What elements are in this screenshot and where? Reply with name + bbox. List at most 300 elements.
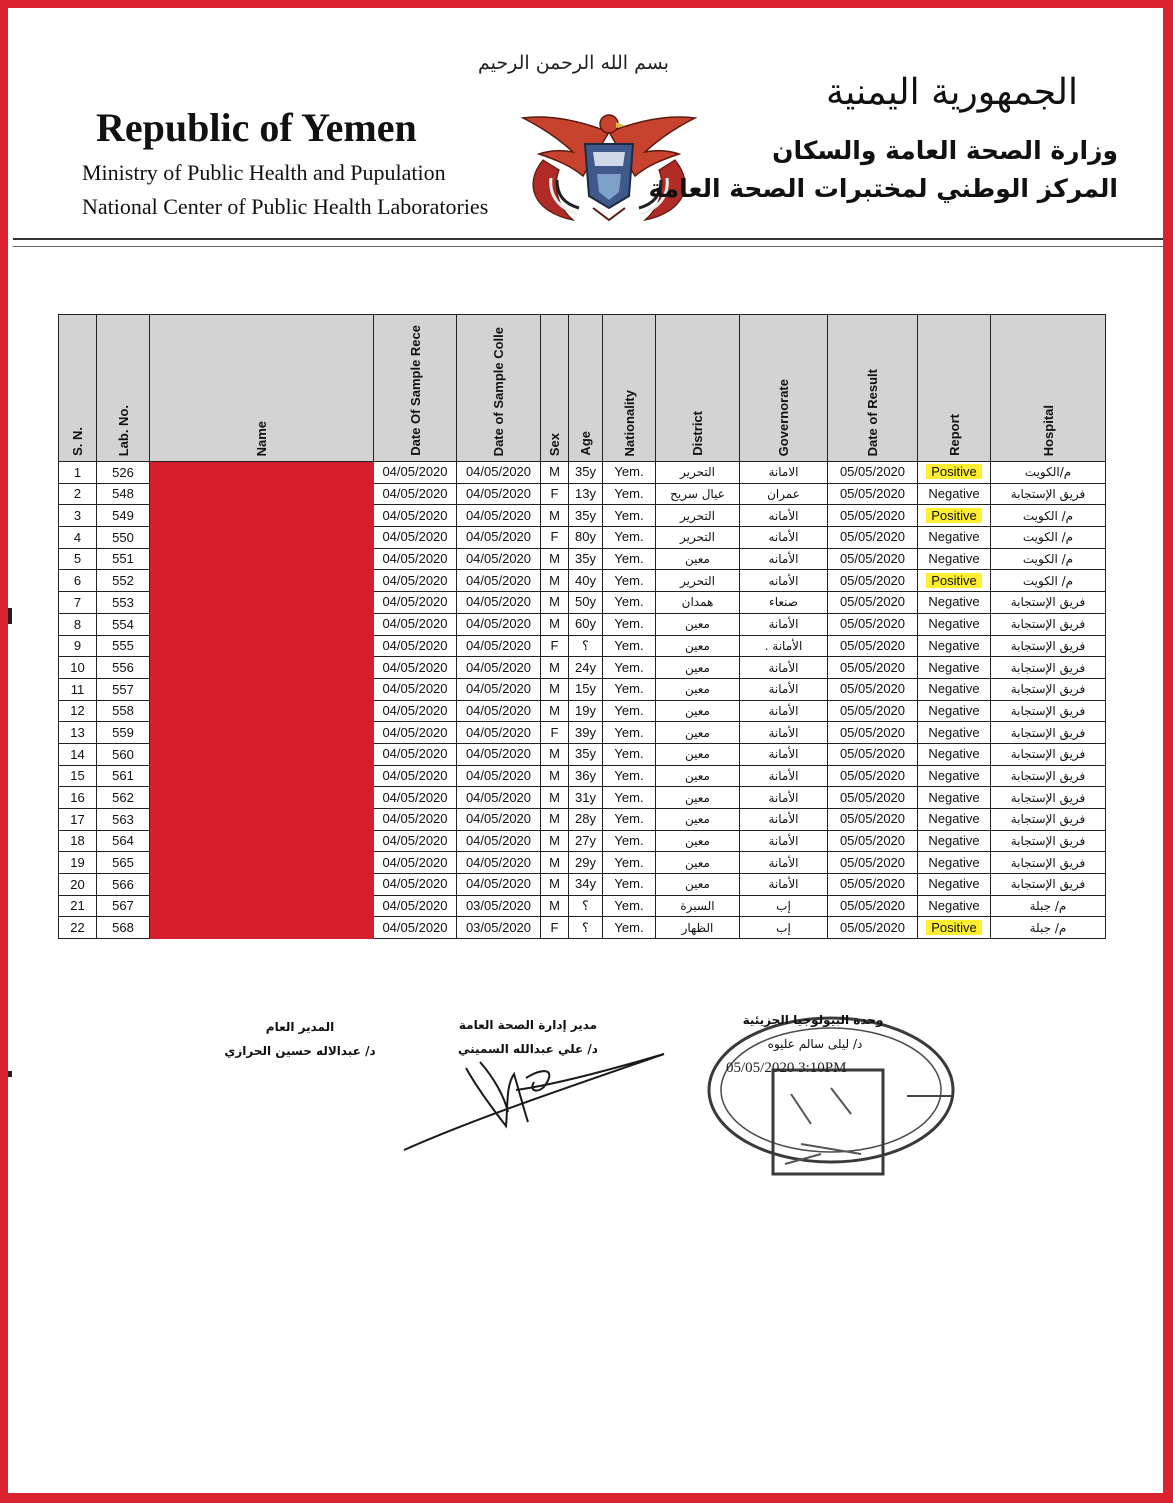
cell-governorate: الأمانة — [740, 613, 828, 635]
cell-lab-no: 565 — [97, 852, 150, 874]
cell-governorate: الأمانه — [740, 527, 828, 549]
cell-date-received: 04/05/2020 — [374, 613, 457, 635]
table-header-row — [59, 315, 1106, 462]
cell-governorate: عمران — [740, 483, 828, 505]
table-row — [59, 874, 1106, 896]
cell-date-received: 04/05/2020 — [374, 722, 457, 744]
cell-lab-no: 556 — [97, 657, 150, 679]
cell-age: 28y — [569, 809, 603, 831]
cell-district: معين — [656, 657, 740, 679]
cell-date-collected: 04/05/2020 — [457, 678, 541, 700]
header-country-ar: الجمهورية اليمنية — [825, 72, 1078, 113]
cell-date-result: 05/05/2020 — [828, 895, 918, 917]
table-row — [59, 592, 1106, 614]
col-header-sn: S. N. — [59, 315, 97, 462]
cell-date-result: 05/05/2020 — [828, 592, 918, 614]
cell-nationality: Yem. — [603, 874, 656, 896]
cell-name-redacted — [150, 570, 374, 592]
cell-sn: 20 — [59, 874, 97, 896]
header-divider-thin — [13, 246, 1163, 247]
cell-report — [918, 917, 991, 939]
cell-date-result: 05/05/2020 — [828, 743, 918, 765]
cell-hospital: فريق الإستجابة — [991, 592, 1106, 614]
table-row — [59, 483, 1106, 505]
cell-sex: M — [541, 765, 569, 787]
table-row — [59, 917, 1106, 939]
cell-date-collected: 04/05/2020 — [457, 657, 541, 679]
cell-lab-no: 553 — [97, 592, 150, 614]
cell-hospital: م/ الكويت — [991, 527, 1106, 549]
cell-date-result: 05/05/2020 — [828, 505, 918, 527]
col-header-report: Report — [918, 315, 991, 462]
cell-district: معين — [656, 852, 740, 874]
cell-sn: 15 — [59, 765, 97, 787]
cell-name-redacted — [150, 852, 374, 874]
cell-governorate: صنعاء — [740, 592, 828, 614]
cell-report — [918, 830, 991, 852]
cell-report — [918, 592, 991, 614]
cell-lab-no: 567 — [97, 895, 150, 917]
cell-hospital: فريق الإستجابة — [991, 743, 1106, 765]
cell-nationality: Yem. — [603, 852, 656, 874]
cell-report — [918, 678, 991, 700]
cell-age: 15y — [569, 678, 603, 700]
cell-district: معين — [656, 548, 740, 570]
report-status: Negative — [928, 811, 980, 827]
cell-district: معين — [656, 635, 740, 657]
lab-report-page — [8, 8, 1163, 1493]
cell-lab-no: 560 — [97, 743, 150, 765]
cell-report — [918, 635, 991, 657]
cell-governorate: الأمانة — [740, 743, 828, 765]
cell-date-collected: 04/05/2020 — [457, 570, 541, 592]
report-status: Negative — [928, 681, 980, 697]
cell-sn: 11 — [59, 678, 97, 700]
report-status: Negative — [928, 594, 980, 610]
cell-governorate: الأمانة — [740, 678, 828, 700]
cell-nationality: Yem. — [603, 462, 656, 484]
cell-date-result: 05/05/2020 — [828, 462, 918, 484]
cell-report — [918, 505, 991, 527]
cell-nationality: Yem. — [603, 787, 656, 809]
cell-age: 35y — [569, 548, 603, 570]
cell-date-received: 04/05/2020 — [374, 917, 457, 939]
cell-nationality: Yem. — [603, 809, 656, 831]
cell-date-result: 05/05/2020 — [828, 874, 918, 896]
cell-name-redacted — [150, 592, 374, 614]
cell-nationality: Yem. — [603, 917, 656, 939]
cell-date-received: 04/05/2020 — [374, 462, 457, 484]
col-header-date-received: Date Of Sample Rece — [374, 315, 457, 462]
handwritten-signature-icon — [396, 1038, 676, 1158]
cell-sn: 18 — [59, 830, 97, 852]
cell-report — [918, 613, 991, 635]
cell-date-collected: 04/05/2020 — [457, 809, 541, 831]
cell-governorate: الأمانة . — [740, 635, 828, 657]
cell-sex: M — [541, 678, 569, 700]
table-row — [59, 613, 1106, 635]
cell-age: 35y — [569, 743, 603, 765]
cell-name-redacted — [150, 462, 374, 484]
cell-lab-no: 551 — [97, 548, 150, 570]
cell-sn: 8 — [59, 613, 97, 635]
cell-date-received: 04/05/2020 — [374, 635, 457, 657]
cell-date-result: 05/05/2020 — [828, 657, 918, 679]
cell-lab-no: 568 — [97, 917, 150, 939]
cell-nationality: Yem. — [603, 635, 656, 657]
cell-name-redacted — [150, 874, 374, 896]
cell-age: 35y — [569, 505, 603, 527]
cell-sn: 9 — [59, 635, 97, 657]
cell-district: معين — [656, 765, 740, 787]
cell-lab-no: 549 — [97, 505, 150, 527]
cell-date-collected: 03/05/2020 — [457, 895, 541, 917]
cell-date-received: 04/05/2020 — [374, 678, 457, 700]
cell-age: 39y — [569, 722, 603, 744]
col-header-governorate: Governorate — [740, 315, 828, 462]
cell-date-collected: 04/05/2020 — [457, 613, 541, 635]
cell-nationality: Yem. — [603, 895, 656, 917]
cell-district: التحرير — [656, 462, 740, 484]
cell-sex: F — [541, 917, 569, 939]
report-status: Negative — [928, 702, 980, 718]
cell-date-result: 05/05/2020 — [828, 809, 918, 831]
cell-nationality: Yem. — [603, 592, 656, 614]
cell-report — [918, 722, 991, 744]
cell-report — [918, 809, 991, 831]
cell-date-collected: 04/05/2020 — [457, 548, 541, 570]
cell-hospital: فريق الإستجابة — [991, 809, 1106, 831]
cell-sex: M — [541, 548, 569, 570]
cell-age: 35y — [569, 462, 603, 484]
col-header-date-collected: Date of Sample Colle — [457, 315, 541, 462]
cell-report — [918, 657, 991, 679]
cell-date-collected: 04/05/2020 — [457, 462, 541, 484]
report-status: Negative — [928, 486, 980, 502]
cell-age: ؟ — [569, 895, 603, 917]
cell-governorate: الأمانة — [740, 852, 828, 874]
cell-date-result: 05/05/2020 — [828, 548, 918, 570]
col-header-hospital: Hospital — [991, 315, 1106, 462]
cell-hospital: م/ الكويت — [991, 570, 1106, 592]
cell-name-redacted — [150, 743, 374, 765]
cell-district: التحرير — [656, 527, 740, 549]
cell-governorate: الأمانة — [740, 809, 828, 831]
cell-lab-no: 561 — [97, 765, 150, 787]
cell-lab-no: 558 — [97, 700, 150, 722]
cell-district: معين — [656, 678, 740, 700]
cell-nationality: Yem. — [603, 505, 656, 527]
report-status: Negative — [928, 854, 980, 870]
cell-sex: M — [541, 809, 569, 831]
cell-sn: 21 — [59, 895, 97, 917]
cell-date-result: 05/05/2020 — [828, 917, 918, 939]
cell-nationality: Yem. — [603, 548, 656, 570]
cell-report — [918, 700, 991, 722]
cell-date-result: 05/05/2020 — [828, 483, 918, 505]
cell-hospital: م/ الكويت — [991, 548, 1106, 570]
cell-date-collected: 04/05/2020 — [457, 722, 541, 744]
cell-date-result: 05/05/2020 — [828, 678, 918, 700]
cell-hospital: م/ جبلة — [991, 895, 1106, 917]
cell-sn: 22 — [59, 917, 97, 939]
cell-hospital: فريق الإستجابة — [991, 765, 1106, 787]
cell-district: معين — [656, 830, 740, 852]
cell-nationality: Yem. — [603, 570, 656, 592]
table-row — [59, 462, 1106, 484]
cell-sn: 1 — [59, 462, 97, 484]
col-header-age: Age — [569, 315, 603, 462]
cell-date-received: 04/05/2020 — [374, 743, 457, 765]
cell-sn: 17 — [59, 809, 97, 831]
cell-sn: 6 — [59, 570, 97, 592]
header-center-ar: المركز الوطني لمختبرات الصحة العامة — [648, 174, 1118, 203]
cell-name-redacted — [150, 895, 374, 917]
cell-name-redacted — [150, 613, 374, 635]
cell-nationality: Yem. — [603, 700, 656, 722]
cell-date-received: 04/05/2020 — [374, 830, 457, 852]
cell-governorate: إب — [740, 895, 828, 917]
cell-sn: 7 — [59, 592, 97, 614]
cell-hospital: فريق الإستجابة — [991, 700, 1106, 722]
cell-name-redacted — [150, 700, 374, 722]
cell-sex: M — [541, 657, 569, 679]
cell-district: معين — [656, 787, 740, 809]
cell-name-redacted — [150, 830, 374, 852]
table-row — [59, 635, 1106, 657]
cell-name-redacted — [150, 505, 374, 527]
col-header-date-result: Date of Result — [828, 315, 918, 462]
report-status: Negative — [928, 833, 980, 849]
cell-date-result: 05/05/2020 — [828, 722, 918, 744]
report-status: Positive — [926, 464, 982, 479]
cell-date-result: 05/05/2020 — [828, 570, 918, 592]
report-status: Positive — [926, 573, 982, 588]
cell-sn: 12 — [59, 700, 97, 722]
cell-district: عيال سريح — [656, 483, 740, 505]
cell-date-received: 04/05/2020 — [374, 548, 457, 570]
cell-district: معين — [656, 722, 740, 744]
cell-name-redacted — [150, 548, 374, 570]
cell-sex: M — [541, 895, 569, 917]
cell-lab-no: 548 — [97, 483, 150, 505]
cell-date-received: 04/05/2020 — [374, 505, 457, 527]
cell-date-received: 04/05/2020 — [374, 527, 457, 549]
header-center-en: National Center of Public Health Laboratories — [82, 194, 489, 219]
col-header-lab-no: Lab. No. — [97, 315, 150, 462]
cell-sn: 13 — [59, 722, 97, 744]
cell-age: ؟ — [569, 635, 603, 657]
col-header-sex: Sex — [541, 315, 569, 462]
cell-report — [918, 570, 991, 592]
cell-age: 27y — [569, 830, 603, 852]
header-divider — [13, 238, 1163, 240]
cell-sn: 3 — [59, 505, 97, 527]
cell-sex: F — [541, 722, 569, 744]
cell-district: السبرة — [656, 895, 740, 917]
cell-hospital: فريق الإستجابة — [991, 874, 1106, 896]
cell-governorate: الأمانه — [740, 505, 828, 527]
table-row — [59, 700, 1106, 722]
cell-name-redacted — [150, 917, 374, 939]
cell-name-redacted — [150, 657, 374, 679]
report-status: Negative — [928, 789, 980, 805]
cell-date-collected: 04/05/2020 — [457, 743, 541, 765]
cell-date-result: 05/05/2020 — [828, 830, 918, 852]
signature-left-name: د/ عبدالاله حسين الحرازي — [224, 1044, 376, 1058]
basmala-calligraphy: بسم الله الرحمن الرحيم — [478, 52, 669, 74]
cell-hospital: فريق الإستجابة — [991, 787, 1106, 809]
cell-district: معين — [656, 809, 740, 831]
cell-name-redacted — [150, 678, 374, 700]
cell-lab-no: 557 — [97, 678, 150, 700]
stamp-timestamp: 05/05/2020 3:10PM — [726, 1060, 847, 1076]
cell-district: الظهار — [656, 917, 740, 939]
table-row — [59, 570, 1106, 592]
cell-name-redacted — [150, 483, 374, 505]
cell-lab-no: 555 — [97, 635, 150, 657]
header-ministry-ar: وزارة الصحة العامة والسكان — [772, 136, 1118, 165]
cell-sex: M — [541, 830, 569, 852]
cell-age: 31y — [569, 787, 603, 809]
cell-hospital: م/ جبلة — [991, 917, 1106, 939]
yemen-eagle-emblem-icon — [513, 104, 705, 226]
report-status: Negative — [928, 746, 980, 762]
cell-name-redacted — [150, 809, 374, 831]
cell-date-result: 05/05/2020 — [828, 613, 918, 635]
cell-report — [918, 895, 991, 917]
cell-age: 19y — [569, 700, 603, 722]
cell-date-received: 04/05/2020 — [374, 765, 457, 787]
cell-nationality: Yem. — [603, 527, 656, 549]
cell-report — [918, 852, 991, 874]
cell-governorate: الأمانة — [740, 722, 828, 744]
table-row — [59, 678, 1106, 700]
report-status: Negative — [928, 529, 980, 545]
cell-report — [918, 527, 991, 549]
cell-nationality: Yem. — [603, 613, 656, 635]
cell-name-redacted — [150, 722, 374, 744]
table-row — [59, 548, 1106, 570]
report-status: Negative — [928, 616, 980, 632]
cell-age: 29y — [569, 852, 603, 874]
cell-name-redacted — [150, 635, 374, 657]
cell-date-received: 04/05/2020 — [374, 483, 457, 505]
cell-district: معين — [656, 613, 740, 635]
signature-middle-name: د/ علي عبدالله السميني — [458, 1042, 598, 1056]
cell-date-result: 05/05/2020 — [828, 527, 918, 549]
cell-age: ؟ — [569, 917, 603, 939]
cell-sex: M — [541, 613, 569, 635]
cell-date-collected: 04/05/2020 — [457, 874, 541, 896]
signature-middle-title: مدير إدارة الصحة العامة — [458, 1018, 598, 1032]
cell-date-result: 05/05/2020 — [828, 765, 918, 787]
table-row — [59, 743, 1106, 765]
cell-nationality: Yem. — [603, 657, 656, 679]
cell-hospital: فريق الإستجابة — [991, 722, 1106, 744]
cell-hospital: م/الكويت — [991, 462, 1106, 484]
cell-district: معين — [656, 743, 740, 765]
report-status: Negative — [928, 724, 980, 740]
table-row — [59, 527, 1106, 549]
table-row — [59, 895, 1106, 917]
cell-nationality: Yem. — [603, 483, 656, 505]
report-status: Positive — [926, 920, 982, 935]
cell-sex: M — [541, 787, 569, 809]
cell-report — [918, 743, 991, 765]
table-row — [59, 505, 1106, 527]
cell-lab-no: 559 — [97, 722, 150, 744]
cell-date-collected: 03/05/2020 — [457, 917, 541, 939]
cell-lab-no: 554 — [97, 613, 150, 635]
report-status: Positive — [926, 508, 982, 523]
cell-governorate: الأمانة — [740, 657, 828, 679]
cell-governorate: الأمانة — [740, 765, 828, 787]
cell-report — [918, 787, 991, 809]
cell-governorate: الأمانة — [740, 787, 828, 809]
cell-district: معين — [656, 874, 740, 896]
cell-sn: 19 — [59, 852, 97, 874]
cell-sex: M — [541, 570, 569, 592]
report-status: Negative — [928, 898, 980, 914]
cell-age: 50y — [569, 592, 603, 614]
cell-date-received: 04/05/2020 — [374, 787, 457, 809]
cell-sn: 16 — [59, 787, 97, 809]
cell-hospital: فريق الإستجابة — [991, 678, 1106, 700]
cell-lab-no: 552 — [97, 570, 150, 592]
cell-lab-no: 550 — [97, 527, 150, 549]
cell-sex: M — [541, 874, 569, 896]
cell-hospital: فريق الإستجابة — [991, 483, 1106, 505]
cell-date-collected: 04/05/2020 — [457, 505, 541, 527]
cell-nationality: Yem. — [603, 678, 656, 700]
binder-mark — [8, 1071, 12, 1077]
cell-governorate: الأمانة — [740, 874, 828, 896]
cell-district: التحرير — [656, 505, 740, 527]
col-header-nationality: Nationality — [603, 315, 656, 462]
cell-hospital: فريق الإستجابة — [991, 613, 1106, 635]
cell-nationality: Yem. — [603, 765, 656, 787]
table-row — [59, 765, 1106, 787]
cell-date-result: 05/05/2020 — [828, 635, 918, 657]
cell-report — [918, 462, 991, 484]
report-status: Negative — [928, 876, 980, 892]
cell-sex: M — [541, 462, 569, 484]
cell-date-collected: 04/05/2020 — [457, 830, 541, 852]
report-status: Negative — [928, 659, 980, 675]
cell-nationality: Yem. — [603, 830, 656, 852]
table-row — [59, 722, 1106, 744]
cell-report — [918, 548, 991, 570]
report-status: Negative — [928, 637, 980, 653]
cell-sex: M — [541, 700, 569, 722]
cell-sn: 4 — [59, 527, 97, 549]
cell-district: همدان — [656, 592, 740, 614]
cell-sn: 5 — [59, 548, 97, 570]
cell-date-received: 04/05/2020 — [374, 809, 457, 831]
binder-mark — [8, 608, 12, 624]
cell-hospital: م/ الكويت — [991, 505, 1106, 527]
cell-sn: 14 — [59, 743, 97, 765]
cell-sex: M — [541, 592, 569, 614]
cell-date-collected: 04/05/2020 — [457, 765, 541, 787]
cell-lab-no: 562 — [97, 787, 150, 809]
table-row — [59, 787, 1106, 809]
results-table — [58, 314, 1106, 939]
cell-date-received: 04/05/2020 — [374, 592, 457, 614]
cell-sex: F — [541, 483, 569, 505]
table-row — [59, 657, 1106, 679]
